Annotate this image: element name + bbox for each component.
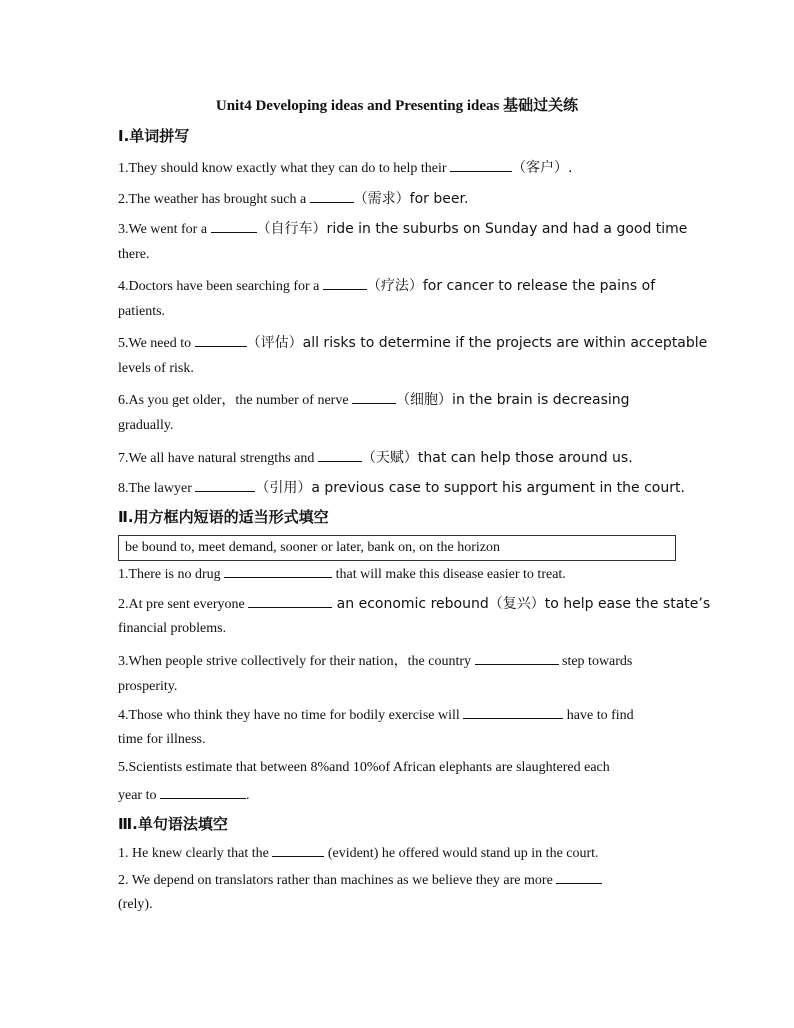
- s1-q1: [118, 157, 678, 177]
- s1-q8-blank[interactable]: [195, 479, 255, 492]
- s2-q4-cont: time for illness.: [118, 732, 206, 747]
- s1-q6-text-a: 6.As you get older，the number of nerve: [118, 393, 353, 408]
- s2-q5-cont: [118, 786, 678, 804]
- s2-q3: [118, 650, 678, 670]
- s1-q4: [118, 275, 678, 295]
- s3-q1-blank[interactable]: [272, 844, 324, 857]
- section-2-heading: Ⅱ.用方框内短语的适当形式填空: [118, 508, 329, 526]
- s3-q2: [118, 871, 678, 889]
- s1-q6-text-b: （细胞）in the brain is decreasing: [396, 392, 630, 408]
- s1-q5-text-a: 5.We need to: [118, 336, 195, 351]
- s1-q6: [118, 389, 678, 409]
- s2-q5-text-c: .: [245, 788, 250, 803]
- s1-q5: [118, 332, 708, 352]
- s1-q7-blank[interactable]: [318, 449, 362, 462]
- s2-q2-cont: financial problems.: [118, 621, 227, 636]
- s1-q3-text-b: （自行车）ride in the suburbs on Sunday and had a good time: [256, 221, 688, 237]
- s2-q3-text-b: step towards: [558, 654, 633, 669]
- s2-q1-text-b: that will make this disease easier to treat.: [332, 567, 566, 582]
- s2-q4-text-b: have to find: [563, 708, 634, 723]
- s2-q2-blank[interactable]: [248, 595, 332, 608]
- s1-q2-text-b: （需求）for beer.: [353, 191, 469, 207]
- s2-q5: 5.Scientists estimate that between 8%and 10%of African elephants are slaughtered each: [118, 760, 610, 775]
- s1-q2-blank[interactable]: [310, 190, 354, 203]
- s1-q7: [118, 447, 678, 467]
- s1-q1-blank[interactable]: [450, 159, 512, 172]
- s3-q1-text-a: 1. He knew clearly that the: [118, 846, 273, 861]
- s2-q3-text-a: 3.When people strive collectively for their nation，the country: [118, 654, 475, 669]
- s1-q8-text-b: （引用）a previous case to support his argument in the court.: [255, 480, 685, 496]
- s1-q6-blank[interactable]: [352, 391, 396, 404]
- s2-q1-text-a: 1.There is no drug: [118, 567, 225, 582]
- section-1-heading: Ⅰ.单词拼写: [118, 127, 190, 145]
- s1-q8-text-a: 8.The lawyer: [118, 481, 196, 496]
- s1-q7-text-b: （天赋）that can help those around us.: [361, 450, 633, 466]
- s3-q2-cont: (rely).: [118, 897, 153, 912]
- s3-q1: [118, 844, 678, 862]
- s1-q5-text-b: （评估）all risks to determine if the projects are within acceptable: [246, 335, 708, 351]
- phrase-box: be bound to, meet demand, sooner or later, bank on, on the horizon: [118, 535, 676, 561]
- s2-q5-text-b: year to: [118, 788, 160, 803]
- s1-q4-cont: patients.: [118, 304, 166, 319]
- s1-q1-text-b: （客户）.: [512, 160, 573, 176]
- s1-q3-text-a: 3.We went for a: [118, 222, 211, 237]
- s3-q2-text-a: 2. We depend on translators rather than machines as we believe they are more: [118, 873, 557, 888]
- s1-q4-text-b: （疗法）for cancer to release the pains of: [366, 278, 656, 294]
- s2-q4: [118, 706, 678, 724]
- s2-q5-blank[interactable]: [160, 786, 246, 799]
- s1-q4-text-a: 4.Doctors have been searching for a: [118, 279, 323, 294]
- s1-q7-text-a: 7.We all have natural strengths and: [118, 451, 318, 466]
- s1-q2: [118, 188, 678, 208]
- s1-q3: [118, 218, 688, 238]
- s2-q1: [118, 565, 678, 583]
- s2-q3-cont: prosperity.: [118, 679, 178, 694]
- s1-q6-cont: gradually.: [118, 418, 174, 433]
- s1-q3-cont: there.: [118, 247, 150, 262]
- s1-q4-blank[interactable]: [323, 277, 367, 290]
- s2-q3-blank[interactable]: [475, 652, 559, 665]
- s1-q8: [118, 477, 685, 497]
- s2-q2: [118, 593, 711, 613]
- page-title: Unit4 Developing ideas and Presenting ideas 基础过关练: [215, 98, 579, 114]
- s2-q4-blank[interactable]: [463, 706, 563, 719]
- s1-q3-blank[interactable]: [211, 220, 257, 233]
- section-3-heading: Ⅲ.单句语法填空: [118, 815, 228, 833]
- s1-q5-blank[interactable]: [195, 334, 247, 347]
- s2-q2-text-b: an economic rebound（复兴）to help ease the state’s: [332, 596, 711, 612]
- s2-q1-blank[interactable]: [224, 565, 332, 578]
- s2-q2-text-a: 2.At pre sent everyone: [118, 597, 249, 612]
- s3-q1-text-b: (evident) he offered would stand up in the court.: [324, 846, 599, 861]
- s1-q2-text-a: 2.The weather has brought such a: [118, 192, 310, 207]
- s1-q1-text-a: 1.They should know exactly what they can do to help their: [118, 161, 451, 176]
- s1-q5-cont: levels of risk.: [118, 361, 194, 376]
- s2-q4-text-a: 4.Those who think they have no time for bodily exercise will: [118, 708, 464, 723]
- s3-q2-blank[interactable]: [556, 871, 602, 884]
